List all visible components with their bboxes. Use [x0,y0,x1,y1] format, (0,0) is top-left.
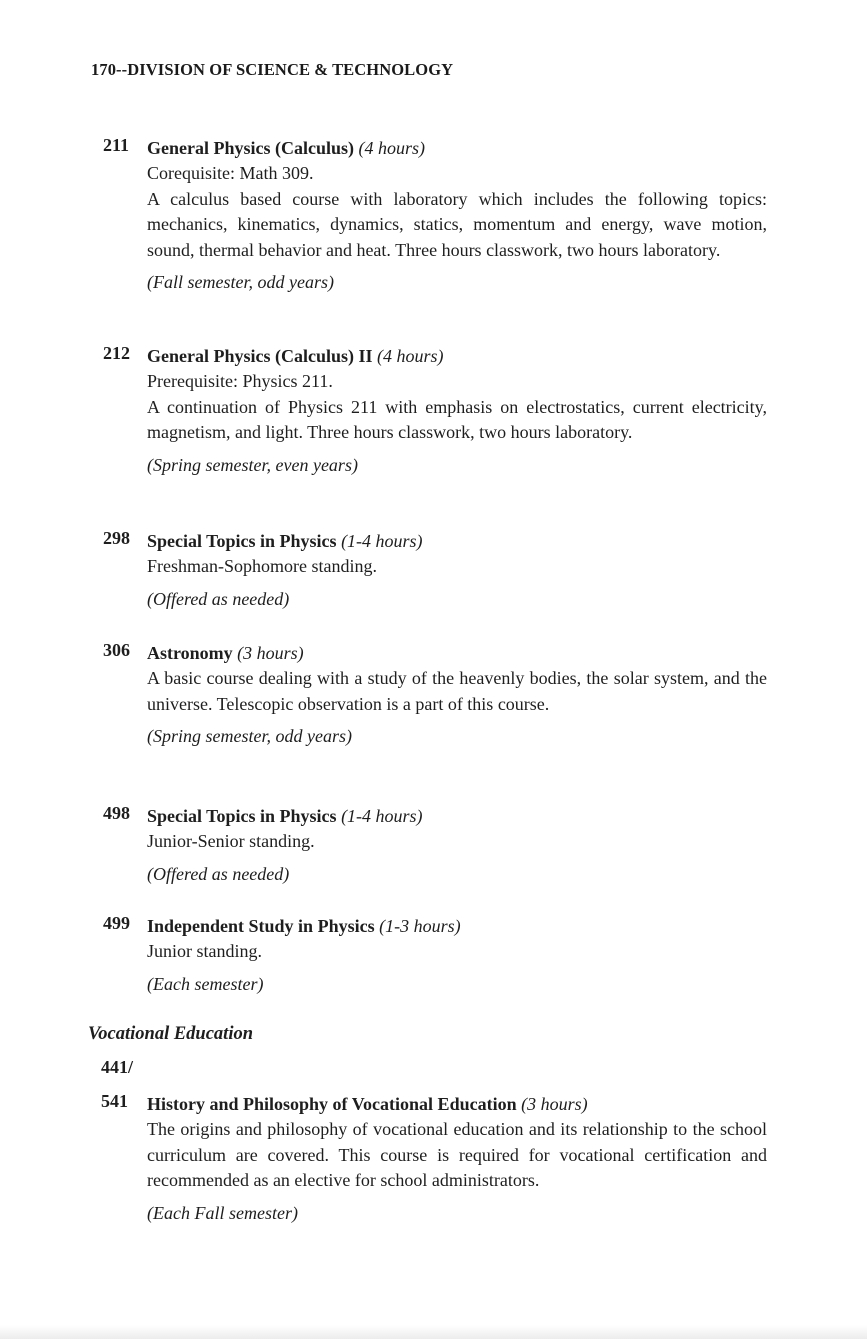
course-hours: (4 hours) [377,346,444,366]
course-number: 541 [101,1091,128,1111]
course-title: Special Topics in Physics [147,531,337,551]
course-offered: (Offered as needed) [147,863,290,884]
course-title: History and Philosophy of Vocational Education [147,1094,517,1114]
course-offered: (Fall semester, odd years) [147,272,334,292]
course-number: 498 [103,803,130,823]
course-offered: (Spring semester, odd years) [147,726,352,746]
course-requirement: Freshman-Sophomore standing. [147,556,377,576]
course-requirement: Junior standing. [147,941,262,961]
course-requirement: Prerequisite: Physics 211. [147,371,333,391]
course-number: 298 [103,528,130,548]
course-offered: (Each Fall semester) [147,1202,298,1223]
course-number: 211 [103,135,130,155]
course-hours: (1-3 hours) [379,916,461,936]
course-hours: (1-4 hours) [341,806,423,826]
course-number: 212 [103,343,130,363]
course-number-stack [101,1050,133,1118]
course-hours: (3 hours) [237,643,304,663]
course-title: General Physics (Calculus) [147,138,354,158]
course-title: General Physics (Calculus) II [147,346,373,366]
course-title: Special Topics in Physics [147,806,337,826]
page-edge-shadow [0,1325,867,1339]
course-description: The origins and philosophy of vocational education and its relationship to the school curriculum are covered. This course is required for vocational certification and recommended as an elective for school administrators. [147,1119,767,1190]
running-head: 170--DIVISION OF SCIENCE & TECHNOLOGY [91,60,454,79]
course-hours: (1-4 hours) [341,531,423,551]
course-hours: (3 hours) [521,1094,588,1114]
course-number: 306 [103,640,130,660]
course-description: A continuation of Physics 211 with emphasis on electrostatics, current electricity, magnetism, and light. Three hours classwork, two hours laboratory. [147,396,767,442]
course-offered: (Spring semester, even years) [147,454,358,475]
course-number-alt: 441/ [101,1057,134,1077]
course-hours: (4 hours) [358,138,425,158]
section-heading: Vocational Education [88,1024,253,1044]
course-requirement: Corequisite: Math 309. [147,163,314,183]
course-description: A calculus based course with laboratory which includes the following topics: mechanics, kinematics, dynamics, statics, momentum and energy, wave motion, sound, thermal behavior and heat. Three hours classwork, two hours laboratory. [147,188,767,260]
course-offered: (Offered as needed) [147,588,290,609]
course-title: Independent Study in Physics [147,916,375,936]
course-offered: (Each semester) [147,973,264,994]
course-title: Astronomy [147,643,233,663]
course-requirement: Junior-Senior standing. [147,831,315,851]
course-number: 499 [103,913,130,933]
course-description: A basic course dealing with a study of the heavenly bodies, the solar system, and the universe. Telescopic observation is a part of this course. [147,668,767,714]
